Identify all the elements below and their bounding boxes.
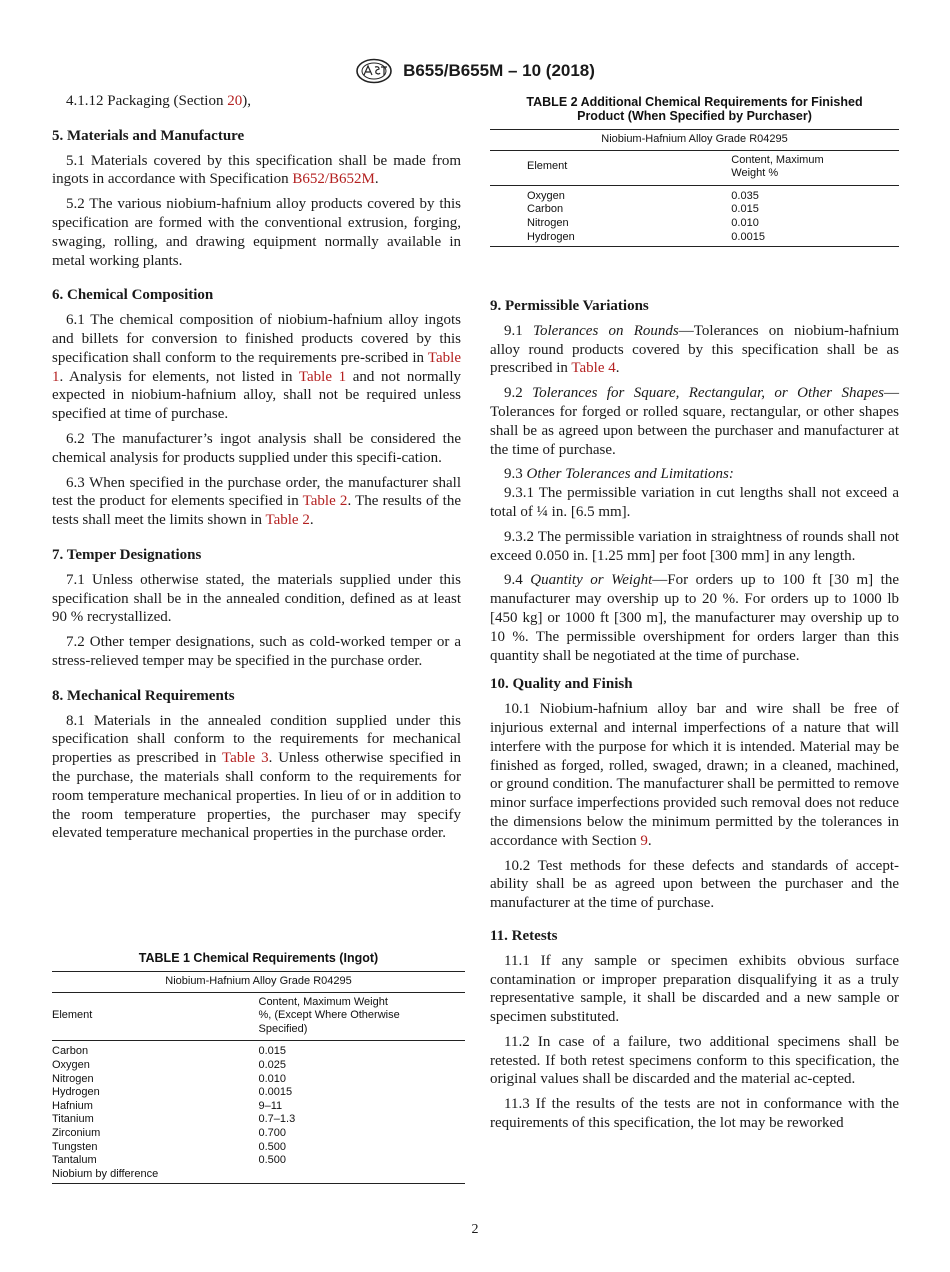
section-10-heading: 10. Quality and Finish <box>490 676 633 693</box>
table-row <box>52 1127 465 1141</box>
content-cell: 0.500 <box>258 1140 287 1153</box>
section-5-heading: 5. Materials and Manufacture <box>52 127 245 144</box>
table-1-col-element: Element <box>52 992 259 1041</box>
para-7-2: 7.2 Other temper designations, such as cold-worked temper or a stress-relieved temper may be specified in the purchase order. <box>52 634 461 669</box>
section-11-heading: 11. Retests <box>490 927 558 944</box>
table-1-body <box>52 1041 465 1184</box>
para-10-1: 10.1 Niobium-hafnium alloy bar and wire shall be free of injurious external and internal imperfections of a nature that will interfere with the purpose for which it is intended. Material may be finished as forged, rolled, swaged, drawn; in a cleaned, machined, or ground condition. The manufacturer shall be permitted to remove minor surface imperfections provided such removal does not reduce the dimensions below the minimum permitted by the tolerances in accordance with Section 9. <box>490 701 899 849</box>
table-row <box>52 1041 465 1059</box>
section-9-link[interactable]: 9 <box>640 832 648 849</box>
table-4-link[interactable]: Table 4 <box>571 360 616 377</box>
element-cell: Niobium by difference <box>52 1168 259 1184</box>
table-row <box>52 1113 465 1127</box>
table-2-link[interactable]: Table 2 <box>302 493 348 510</box>
para-9-3: 9.3 Other Tolerances and Limitations: <box>504 466 734 483</box>
element-cell: Nitrogen <box>52 1072 94 1085</box>
content-cell: 0.010 <box>731 216 759 229</box>
table-row <box>52 1154 465 1168</box>
para-11-2: 11.2 In case of a failure, two additional specimens shall be retested. If both retest specimens conform to this specification, the original values shall be discarded and the material ac-cepted. <box>490 1033 899 1088</box>
element-cell: Nitrogen <box>527 216 569 229</box>
left-column <box>52 92 461 849</box>
table-3-link[interactable]: Table 3 <box>222 750 269 767</box>
para-9-1: 9.1 Tolerances on Rounds—Tolerances on niobium-hafnium alloy round products covered by this specification shall be as prescribed in Table 4. <box>490 322 900 377</box>
table-row <box>490 217 899 231</box>
table-row <box>490 231 899 247</box>
table-2-link[interactable]: Table 2 <box>265 512 310 529</box>
section-7-heading: 7. Temper Designations <box>52 546 202 563</box>
table-row <box>490 185 899 203</box>
element-cell: Tantalum <box>52 1154 97 1167</box>
content-cell: 0.025 <box>258 1058 287 1071</box>
para-9-2: 9.2 Tolerances for Square, Rectangular, or Other Shapes—Tolerances for forged or rolled square, rectangular, or other shapes shall be as agreed upon between the purchaser and manufacturer at the time of purchase. <box>490 385 899 458</box>
para-11-1: 11.1 If any sample or specimen exhibits obvious surface contamination or improper preparation disqualifying it as a truly representative sample, it shall be discarded and a new sample or specimen substituted. <box>490 952 899 1026</box>
para-10-2: 10.2 Test methods for these defects and standards of accept-ability shall be as agreed upon between the purchaser and the manufacturer at the time of purchase. <box>490 857 899 912</box>
table-1-col-content: Content, Maximum Weight %, (Except Where Otherwise Specified) <box>259 992 466 1041</box>
para-9-4: 9.4 Quantity or Weight—For orders up to 100 ft [30 m] the manufacturer may overship up to 20 %. For orders up to 1000 lb [450 kg] or 1000 ft [300 m], the manufacturer may overship up to 10 %. The permissible overshipment for orders larger than this quantity shall be negotiated at the time of purchase. <box>490 572 899 664</box>
element-cell: Carbon <box>527 203 564 216</box>
element-cell: Oxygen <box>52 1058 90 1071</box>
element-cell: Zirconium <box>52 1126 101 1139</box>
table-2-body <box>490 185 899 246</box>
content-cell: 0.0015 <box>731 231 899 247</box>
table-row <box>52 1100 465 1114</box>
table-row <box>52 1168 465 1184</box>
table-1 <box>52 951 465 1184</box>
table-row <box>52 1141 465 1155</box>
element-cell: Tungsten <box>52 1140 98 1153</box>
table-2-col-content: Content, Maximum Weight % <box>731 150 899 185</box>
element-cell: Titanium <box>52 1113 94 1126</box>
standard-designation: B655/B655M – 10 (2018) <box>403 61 595 80</box>
content-cell: 0.7–1.3 <box>258 1113 296 1126</box>
table-row <box>490 203 899 217</box>
content-cell: 0.010 <box>258 1072 287 1085</box>
para-9-3-2: 9.3.2 The permissible variation in straightness of rounds shall not exceed 0.050 in. [1.25 mm] per foot [300 mm] in any length. <box>490 528 899 564</box>
section-6-heading: 6. Chemical Composition <box>52 287 214 304</box>
para-11-3: 11.3 If the results of the tests are not in conformance with the requirements of this specification, the lot may be reworked <box>490 1096 899 1132</box>
element-cell: Hydrogen <box>490 231 731 247</box>
para-8-1: 8.1 Materials in the annealed condition supplied under this specification shall conform to the requirements for mechanical properties as prescribed in Table 3. Unless otherwise specified in the purchase, the materials shall conform to the requirements for room temperature mechanical properties. In lieu of or in addition to the room temperature properties, the purchaser may specify elevated temperature mechanical properties in the purchase order. <box>52 712 461 842</box>
table-2-caption: TABLE 2 Additional Chemical Requirements for Finished Product (When Specified by Purchaser) <box>526 95 863 123</box>
table-row <box>52 1059 465 1073</box>
section-9-heading: 9. Permissible Variations <box>490 298 649 314</box>
para-7-1: 7.1 Unless otherwise stated, the materials supplied under this specification shall be in the annealed condition, defined as at least 90 % recrystallized. <box>52 571 461 626</box>
content-cell: 0.015 <box>731 203 759 216</box>
element-cell: Hafnium <box>52 1099 93 1112</box>
table-2-grade: Niobium-Hafnium Alloy Grade R04295 <box>490 130 899 151</box>
para-5-1: 5.1 Materials covered by this specification shall be made from ingots in accordance with Specification B652/B652M. <box>52 152 461 188</box>
content-cell <box>259 1168 466 1184</box>
table-row <box>52 1086 465 1100</box>
section-20-link[interactable]: 20 <box>227 93 243 109</box>
table-2-col-element: Element <box>490 150 731 185</box>
table-2 <box>490 95 899 247</box>
section-8-heading: 8. Mechanical Requirements <box>52 687 235 704</box>
content-cell: 0.500 <box>258 1154 287 1167</box>
para-5-2: 5.2 The various niobium-hafnium alloy products covered by this specification are formed with the conventional extrusion, forging, swaging, rolling, and drawing equipment normally available in metal working plants. <box>52 196 461 269</box>
right-column <box>490 297 899 1139</box>
table-1-caption: TABLE 1 Chemical Requirements (Ingot) <box>138 951 379 965</box>
content-cell: 0.015 <box>258 1045 287 1058</box>
table-1-grade: Niobium-Hafnium Alloy Grade R04295 <box>52 972 465 993</box>
content-cell: 0.0015 <box>258 1086 293 1099</box>
page-header <box>0 58 950 84</box>
element-cell: Oxygen <box>527 189 565 202</box>
content-cell: 0.035 <box>731 189 759 202</box>
astm-logo-icon <box>355 58 393 84</box>
para-6-2: 6.2 The manufacturer’s ingot analysis shall be considered the chemical analysis for products supplied under this specifi-cation. <box>52 430 461 466</box>
spec-b652-link[interactable]: B652/B652M <box>292 171 375 188</box>
content-cell: 0.700 <box>258 1126 287 1139</box>
para-6-1: 6.1 The chemical composition of niobium-hafnium alloy ingots and billets for conversion to finished products covered by this specification shall conform to the requirements pre-scribed in Table 1. Analysis for elements, not listed in Table 1 and not normally expected in niobium-hafnium alloy, shall not be required unless specified at time of purchase. <box>52 312 461 423</box>
element-cell: Carbon <box>52 1045 89 1058</box>
table-1-link[interactable]: Table 1 <box>52 349 461 385</box>
table-1-link[interactable]: Table 1 <box>298 368 347 385</box>
page-number: 2 <box>471 1222 479 1237</box>
para-4-1-12: 4.1.12 Packaging (Section 20), <box>66 93 251 109</box>
element-cell: Hydrogen <box>52 1086 100 1099</box>
content-cell: 9–11 <box>258 1099 283 1112</box>
table-row <box>52 1073 465 1087</box>
para-6-3: 6.3 When specified in the purchase order, the manufacturer shall test the product for elements specified in Table 2. The results of the tests shall meet the limits shown in Table 2. <box>52 474 461 529</box>
para-9-3-1: 9.3.1 The permissible variation in cut lengths shall not exceed a total of ¼ in. [6.5 mm]. <box>490 485 899 520</box>
